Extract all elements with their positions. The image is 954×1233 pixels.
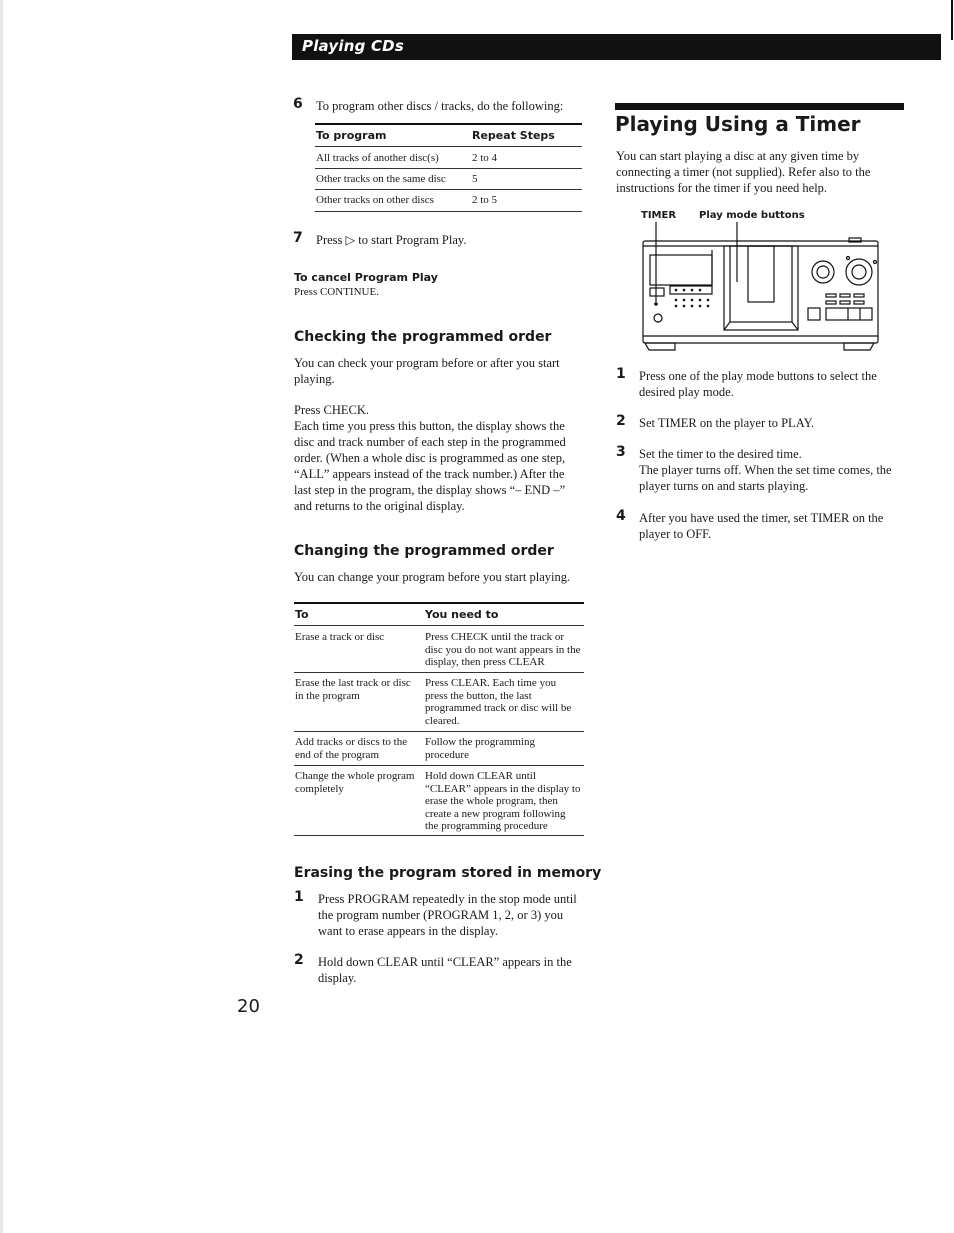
- step-text: After you have used the timer, set TIMER on the player to OFF.: [639, 511, 884, 541]
- table-header: To: [295, 608, 309, 621]
- cd-player-illustration: [640, 222, 882, 354]
- step-text: Press one of the play mode buttons to select the desired play mode.: [639, 369, 877, 399]
- page-number: 20: [237, 996, 260, 1017]
- table-cell: Change the whole program completely: [295, 770, 415, 795]
- table-rule: [294, 625, 584, 626]
- table-cell: Other tracks on other discs: [316, 194, 434, 206]
- table-cell: Press CLEAR. Each time you press the button, the last programmed track or disc will be cleared.: [425, 677, 572, 727]
- table-rule: [294, 835, 584, 836]
- table-rule: [315, 168, 582, 169]
- table-rule-top: [315, 123, 582, 125]
- table-rule: [315, 146, 582, 147]
- step-text: Press ▷ to start Program Play.: [316, 233, 467, 247]
- step-text: Hold down CLEAR until “CLEAR” appears in the display.: [318, 955, 572, 985]
- table-cell: 5: [472, 173, 478, 185]
- step-number: 7: [293, 230, 303, 246]
- section-heading: Checking the programmed order: [294, 329, 552, 345]
- table-cell: Erase a track or disc: [295, 631, 385, 643]
- table-cell: Hold down CLEAR until “CLEAR” appears in the display to erase the whole program, then create a new program following the programming procedure: [425, 770, 581, 833]
- table-cell: Add tracks or discs to the end of the program: [295, 736, 408, 761]
- paragraph: You can change your program before you start playing.: [294, 570, 571, 584]
- scan-edge: [0, 0, 3, 1233]
- step-text: Set TIMER on the player to PLAY.: [639, 416, 815, 430]
- table-cell: 2 to 4: [472, 152, 498, 164]
- step-number: 3: [616, 444, 626, 460]
- table-rule: [294, 672, 584, 673]
- step-text: Press PROGRAM repeatedly in the stop mode until the program number (PROGRAM 1, 2, or 3) you want to erase appears in the display.: [318, 892, 577, 938]
- paragraph: Press CHECK.: [294, 403, 370, 417]
- table-header: Repeat Steps: [472, 129, 555, 142]
- step-number: 2: [616, 413, 626, 429]
- step-text: To program other discs / tracks, do the following:: [316, 99, 564, 113]
- section-heading: Changing the programmed order: [294, 543, 554, 559]
- scan-edge-right: [951, 0, 953, 40]
- step-text-detail: The player turns off. When the set time comes, the player turns on and starts playing.: [639, 463, 892, 493]
- table-cell: 2 to 5: [472, 194, 498, 206]
- table-cell: Erase the last track or disc in the program: [295, 677, 411, 702]
- table-cell: Other tracks on the same disc: [316, 173, 446, 185]
- section-header-bar: [292, 34, 941, 60]
- table-rule: [294, 765, 584, 766]
- table-rule: [315, 211, 582, 212]
- step-text: Set the timer to the desired time.: [639, 447, 802, 461]
- figure-label-timer: TIMER: [641, 210, 677, 221]
- step-number: 1: [616, 366, 626, 382]
- table-rule: [315, 189, 582, 190]
- table-header: You need to: [425, 608, 499, 621]
- table-rule-top: [294, 602, 584, 604]
- step-number: 1: [294, 889, 304, 905]
- section-title: Playing CDs: [302, 37, 404, 55]
- step-number: 6: [293, 96, 303, 112]
- figure-label-play-mode: Play mode buttons: [699, 210, 805, 221]
- paragraph: You can start playing a disc at any given time by connecting a timer (not supplied). Refer also to the instructions for the timer if you need help.: [616, 149, 871, 195]
- section-heading: Erasing the program stored in memory: [294, 865, 602, 881]
- step-number: 4: [616, 508, 626, 524]
- table-cell: Follow the programming procedure: [425, 736, 535, 761]
- title-rule: [615, 103, 904, 110]
- table-cell: All tracks of another disc(s): [316, 152, 439, 164]
- paragraph: You can check your program before or after you start playing.: [294, 356, 560, 386]
- subheading: To cancel Program Play: [294, 271, 438, 284]
- table-rule: [294, 731, 584, 732]
- subheading-text: Press CONTINUE.: [294, 286, 379, 298]
- paragraph: Each time you press this button, the display shows the disc and track number of each step in the programmed order. (When a whole disc is programmed as one step, “ALL” appears instead of the track number.) After the last step in the program, the display shows “– END –” and returns to the original display.: [294, 419, 566, 513]
- page-title: Playing Using a Timer: [615, 112, 861, 136]
- step-number: 2: [294, 952, 304, 968]
- table-header: To program: [316, 129, 387, 142]
- table-cell: Press CHECK until the track or disc you do not want appears in the display, then press CLEAR: [425, 631, 581, 669]
